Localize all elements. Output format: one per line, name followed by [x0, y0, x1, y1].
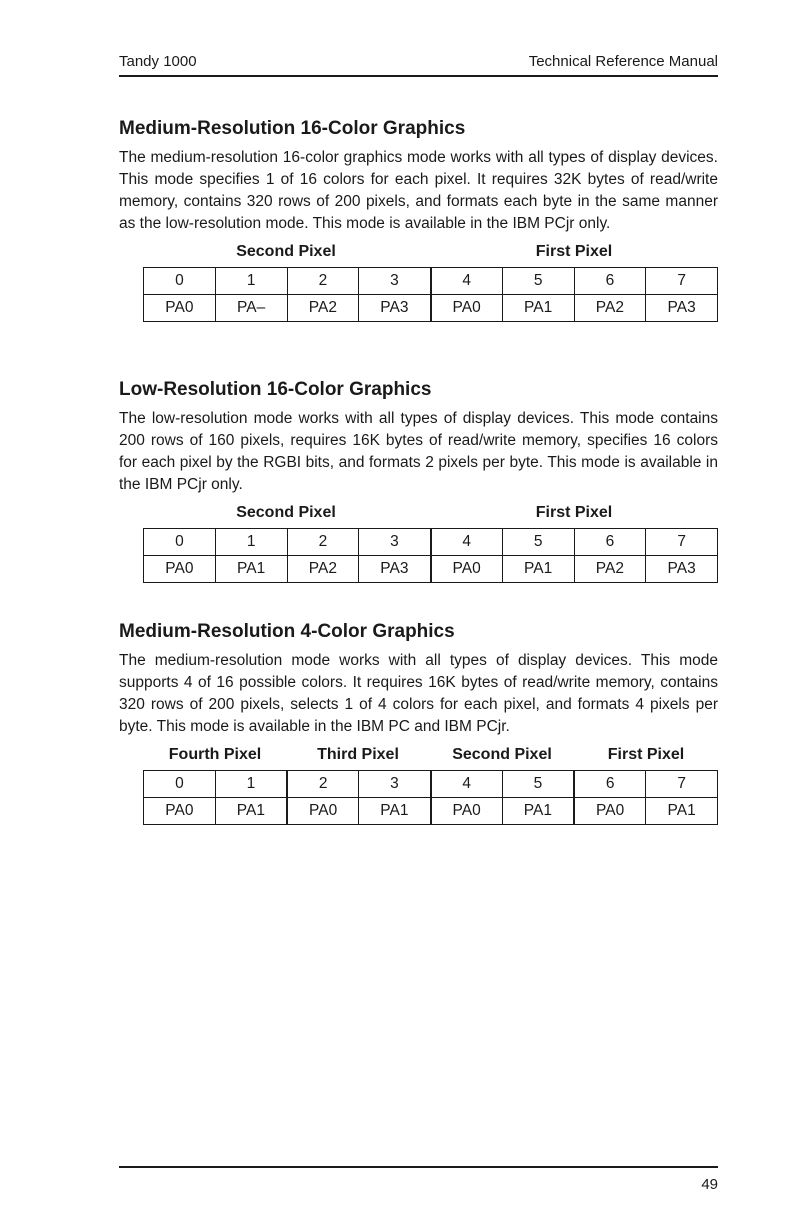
value-cell: PA3: [646, 295, 718, 322]
pixel-label: Third Pixel: [317, 746, 399, 763]
pixel-label: First Pixel: [607, 746, 685, 763]
bit-cell: 6: [574, 771, 646, 798]
section-title: Medium-Resolution 16-Color Graphics: [119, 118, 466, 139]
bit-cell: 7: [646, 771, 718, 798]
value-cell: PA3: [646, 556, 718, 583]
bit-cell: 0: [144, 529, 216, 556]
bit-cell: 0: [144, 268, 216, 295]
bit-cell: 1: [215, 268, 287, 295]
value-cell: PA1: [646, 798, 718, 825]
pixel-labels: [119, 746, 718, 770]
value-cell: PA1: [215, 798, 287, 825]
section-low-res-16-color: [119, 378, 718, 583]
value-cell: PA0: [431, 798, 503, 825]
value-cell: PA2: [287, 556, 359, 583]
bit-cell: 5: [502, 771, 574, 798]
value-cell: PA2: [574, 295, 646, 322]
pixel-label: First Pixel: [535, 243, 613, 260]
value-cell: PA0: [287, 798, 359, 825]
pixel-label: Second Pixel: [236, 504, 336, 521]
pixel-label: Second Pixel: [236, 243, 336, 260]
value-cell: PA1: [215, 556, 287, 583]
bit-value-row: [144, 556, 718, 583]
value-cell: PA0: [144, 556, 216, 583]
section-medium-res-4-color: [119, 620, 718, 825]
bit-cell: 1: [215, 771, 287, 798]
bit-number-row: [144, 529, 718, 556]
pixel-labels: [119, 504, 718, 528]
bit-cell: 2: [287, 771, 359, 798]
bit-cell: 7: [646, 268, 718, 295]
bit-number-row: [144, 771, 718, 798]
bit-cell: 6: [574, 268, 646, 295]
bit-cell: 4: [431, 529, 503, 556]
bit-value-row: [144, 798, 718, 825]
section-body: The low-resolution mode works with all types of display devices. This mode contains 200 rows of 160 pixels, requires 16K bytes of read/write memory, specifies 16 colors for each pixel by the RGBI bits, and formats 2 pixels per byte. This mode is available in the IBM PCjr only.: [119, 410, 718, 493]
header-rule: [119, 75, 718, 77]
bit-cell: 7: [646, 529, 718, 556]
bit-cell: 3: [359, 771, 431, 798]
section-body: The medium-resolution 16-color graphics mode works with all types of display devices. This mode specifies 1 of 16 colors for each pixel. It requires 32K bytes of read/write memory, contains 320 rows of 200 pixels, and formats each byte in the same manner as the low-resolution mode. This mode is available in the IBM PCjr only.: [119, 149, 718, 232]
pixel-label: First Pixel: [535, 504, 613, 521]
bit-cell: 0: [144, 771, 216, 798]
value-cell: PA3: [359, 295, 431, 322]
value-cell: PA0: [431, 295, 503, 322]
value-cell: PA3: [359, 556, 431, 583]
bit-number-row: [144, 268, 718, 295]
value-cell: PA2: [287, 295, 359, 322]
section-body: The medium-resolution mode works with all types of display devices. This mode supports 4 of 16 possible colors. It requires 16K bytes of read/write memory, contains 320 rows of 200 pixels, selects 1 of 4 colors for each pixel, and formats 4 pixels per byte. This mode is available in the IBM PC and IBM PCjr.: [119, 652, 718, 735]
value-cell: PA0: [144, 798, 216, 825]
bit-table: [143, 770, 718, 825]
bit-cell: 2: [287, 529, 359, 556]
value-cell: PA0: [144, 295, 216, 322]
value-cell: PA1: [502, 295, 574, 322]
section-title: Low-Resolution 16-Color Graphics: [119, 379, 432, 400]
value-cell: PA1: [502, 556, 574, 583]
header-title: Tandy 1000: [119, 53, 197, 70]
section-title: Medium-Resolution 4-Color Graphics: [119, 621, 455, 642]
bit-table: [143, 267, 718, 322]
value-cell: PA0: [431, 556, 503, 583]
bit-cell: 2: [287, 268, 359, 295]
footer-rule: [119, 1166, 718, 1168]
bit-cell: 5: [502, 268, 574, 295]
value-cell: PA0: [574, 798, 646, 825]
page-header: [119, 53, 718, 73]
header-manual-name: Technical Reference Manual: [528, 53, 718, 70]
value-cell: PA1: [359, 798, 431, 825]
page-number: 49: [701, 1176, 718, 1193]
pixel-label: Second Pixel: [452, 746, 552, 763]
section-medium-res-16-color: [119, 117, 718, 322]
bit-cell: 4: [431, 771, 503, 798]
value-cell: PA2: [574, 556, 646, 583]
bit-table: [143, 528, 718, 583]
bit-cell: 6: [574, 529, 646, 556]
bit-cell: 4: [431, 268, 503, 295]
value-cell: PA1: [502, 798, 574, 825]
bit-cell: 5: [502, 529, 574, 556]
bit-value-row: [144, 295, 718, 322]
bit-cell: 3: [359, 529, 431, 556]
pixel-label: Fourth Pixel: [168, 746, 262, 763]
bit-cell: 3: [359, 268, 431, 295]
pixel-labels: [119, 243, 718, 267]
bit-cell: 1: [215, 529, 287, 556]
value-cell: PA–: [215, 295, 287, 322]
